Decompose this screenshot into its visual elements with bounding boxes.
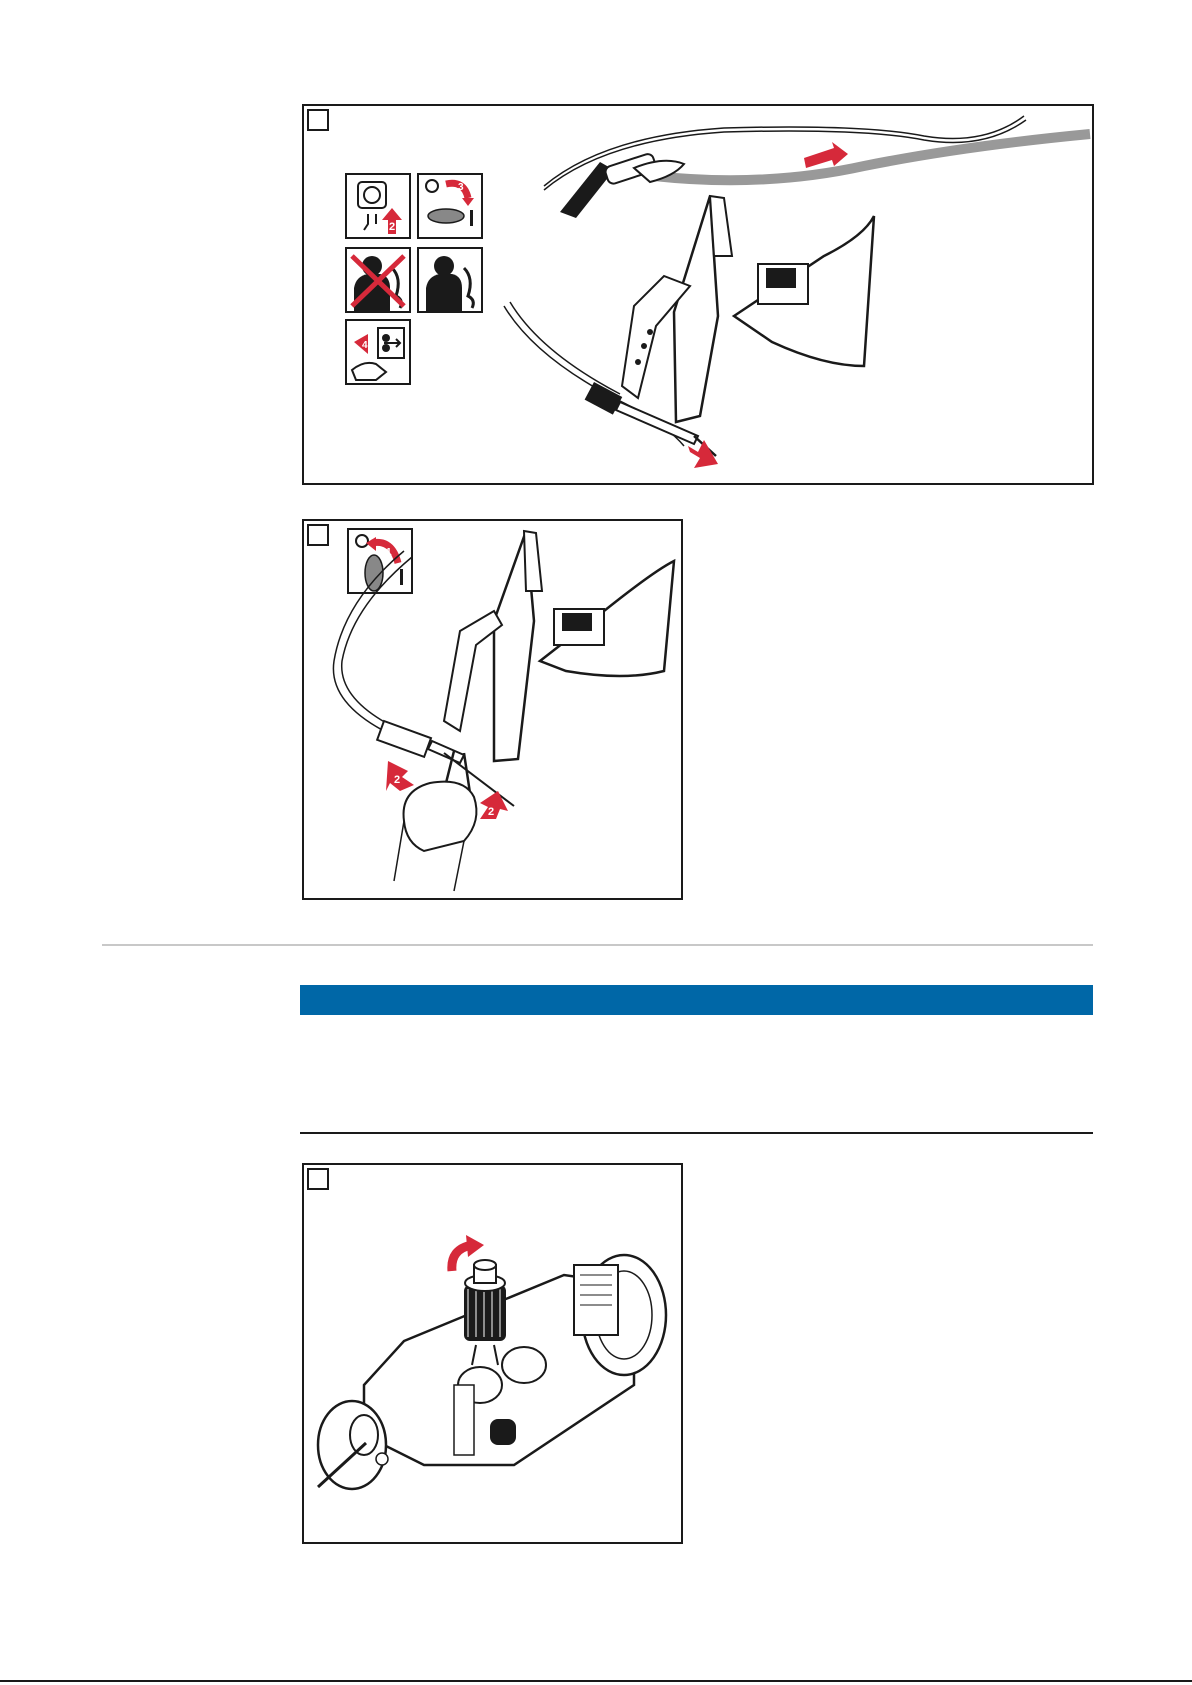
- wire-feed-button-icon: [346, 320, 410, 384]
- wear-protection-icon: [418, 248, 482, 312]
- no-welding-helmet-icon: [346, 248, 410, 312]
- section-divider: [102, 944, 1093, 946]
- svg-text:2: 2: [388, 221, 396, 233]
- power-switch-off-icon: [418, 174, 482, 238]
- unplug-power-icon: [346, 174, 410, 238]
- svg-text:3: 3: [458, 182, 464, 193]
- wire-cutting-illustration: [304, 521, 681, 898]
- footer-rule: [0, 1680, 1192, 1682]
- callout-label-right: 2: [488, 806, 495, 818]
- info-box-bottom-rule: [300, 1132, 1093, 1134]
- wire-pulling-illustration: [304, 106, 1092, 483]
- callout-label-left: 2: [394, 774, 401, 786]
- figure-2-cut-wire: [302, 519, 683, 900]
- welding-torch: [377, 531, 674, 806]
- figure-1-unplug-and-pull-wire: [302, 104, 1094, 485]
- power-switch-on-icon: [348, 529, 412, 593]
- svg-text:4: 4: [362, 340, 368, 351]
- welding-torch: [504, 196, 874, 456]
- figure-3-drive-unit: [302, 1163, 683, 1544]
- svg-text:1: 1: [386, 547, 392, 558]
- drive-unit-illustration: [304, 1165, 681, 1542]
- pull-direction-arrow: [804, 142, 848, 168]
- info-box-header: [300, 985, 1093, 1015]
